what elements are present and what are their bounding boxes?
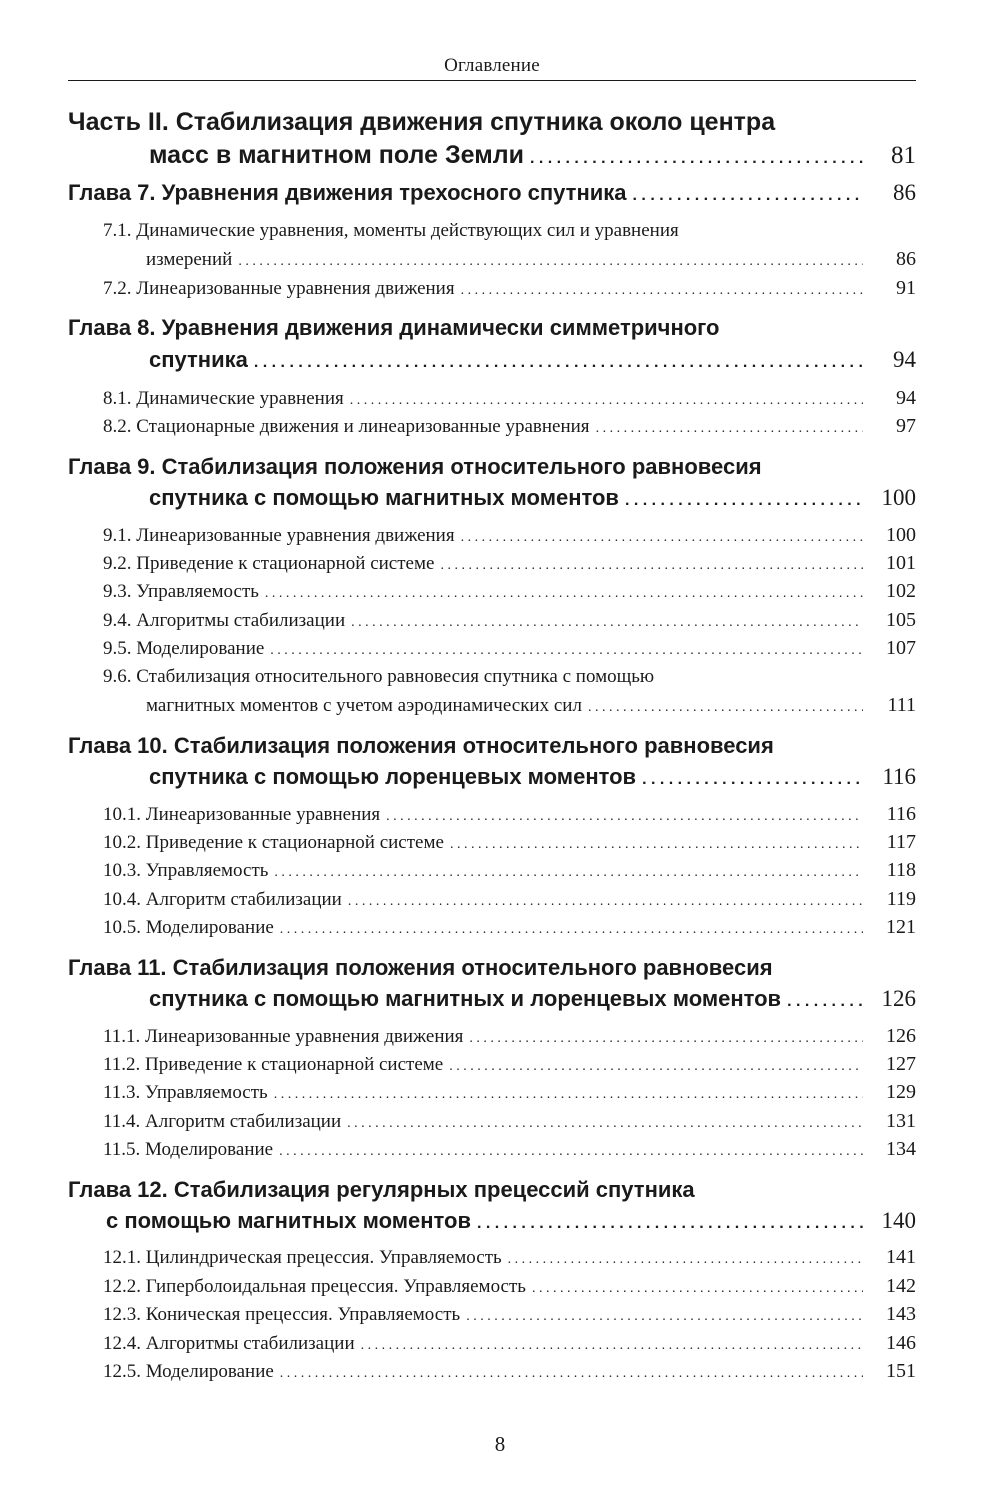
chapter-title: Глава 9. Стабилизация положения относительного равновесия xyxy=(68,454,762,479)
page-ref[interactable]: 91 xyxy=(896,277,916,299)
leader-dots xyxy=(348,894,863,910)
leader-dots xyxy=(254,354,863,372)
leader-dots xyxy=(477,1215,863,1233)
page-ref[interactable]: 116 xyxy=(882,764,916,789)
section-10-2-entry[interactable] xyxy=(68,831,916,861)
page-ref[interactable]: 94 xyxy=(896,387,916,409)
leader-dots xyxy=(386,809,863,825)
leader-dots xyxy=(450,837,863,853)
section-10-1-entry[interactable] xyxy=(68,803,916,833)
page-ref[interactable]: 97 xyxy=(896,415,916,437)
leader-dots xyxy=(351,615,863,631)
chapter-title: Глава 11. Стабилизация положения относительного равновесия xyxy=(68,955,773,980)
leader-dots xyxy=(270,643,863,659)
chapter-11-line1 xyxy=(68,955,916,985)
section-title: 12.4. Алгоритмы стабилизации xyxy=(103,1333,355,1354)
page-ref[interactable]: 143 xyxy=(886,1303,916,1325)
page-ref[interactable]: 105 xyxy=(886,609,916,631)
leader-dots xyxy=(461,530,863,546)
section-10-3-entry[interactable] xyxy=(68,859,916,889)
section-title: 10.3. Управляемость xyxy=(103,860,269,881)
section-7-1-line1 xyxy=(68,220,916,250)
page-ref[interactable]: 86 xyxy=(896,248,916,270)
section-9-5-entry[interactable] xyxy=(68,637,916,667)
page-ref[interactable]: 121 xyxy=(886,916,916,938)
leader-dots xyxy=(280,922,863,938)
page-ref[interactable]: 118 xyxy=(886,859,916,881)
section-title: 11.5. Моделирование xyxy=(103,1139,274,1160)
section-title: 11.2. Приведение к стационарной системе xyxy=(103,1054,444,1075)
page-ref[interactable]: 131 xyxy=(886,1110,916,1132)
section-title: 9.1. Линеаризованные уравнения движения xyxy=(103,525,455,546)
section-title: 12.3. Коническая прецессия. Управляемость xyxy=(103,1304,461,1325)
section-title: 8.2. Стационарные движения и линеаризованные уравнения xyxy=(103,416,590,437)
leader-dots xyxy=(449,1059,863,1075)
section-9-6-line1 xyxy=(68,666,916,696)
leader-dots xyxy=(361,1338,863,1354)
leader-dots xyxy=(588,700,863,716)
section-12-1-entry[interactable] xyxy=(68,1246,916,1276)
section-11-3-entry[interactable] xyxy=(68,1081,916,1111)
part-title: Часть II. Стабилизация движения спутника около центра xyxy=(68,108,776,136)
leader-dots xyxy=(274,865,863,881)
page-ref[interactable]: 119 xyxy=(886,888,916,910)
leader-dots xyxy=(461,283,863,299)
section-title: 10.5. Моделирование xyxy=(103,917,274,938)
section-title: 9.5. Моделирование xyxy=(103,638,265,659)
chapter-11-line2[interactable] xyxy=(68,986,916,1016)
page-ref[interactable]: 102 xyxy=(886,580,916,602)
section-10-5-entry[interactable] xyxy=(68,916,916,946)
chapter-9-line2[interactable] xyxy=(68,485,916,515)
chapter-title: Глава 12. Стабилизация регулярных прецессий спутника xyxy=(68,1177,695,1202)
page-ref[interactable]: 126 xyxy=(881,986,916,1011)
section-12-4-entry[interactable] xyxy=(68,1332,916,1362)
leader-dots xyxy=(532,1281,863,1297)
section-12-3-entry[interactable] xyxy=(68,1303,916,1333)
chapter-9-line1 xyxy=(68,454,916,484)
leader-dots xyxy=(265,586,863,602)
section-title: 7.2. Линеаризованные уравнения движения xyxy=(103,278,455,299)
chapter-title: Глава 7. Уравнения движения трехосного спутника xyxy=(68,180,627,205)
section-title: 10.2. Приведение к стационарной системе xyxy=(103,832,444,853)
page-ref[interactable]: 101 xyxy=(886,552,916,574)
page-ref[interactable]: 134 xyxy=(886,1138,916,1160)
section-title: 11.4. Алгоритм стабилизации xyxy=(103,1111,342,1132)
section-title: 9.3. Управляемость xyxy=(103,581,259,602)
section-title: 10.4. Алгоритм стабилизации xyxy=(103,889,342,910)
leader-dots xyxy=(530,150,863,168)
leader-dots xyxy=(508,1252,863,1268)
leader-dots xyxy=(347,1116,863,1132)
section-11-2-entry[interactable] xyxy=(68,1053,916,1083)
page-ref[interactable]: 126 xyxy=(886,1025,916,1047)
section-title: 11.3. Управляемость xyxy=(103,1082,268,1103)
section-title: 12.5. Моделирование xyxy=(103,1361,274,1382)
section-12-5-entry[interactable] xyxy=(68,1360,916,1390)
page-number: 8 xyxy=(494,1432,506,1456)
chapter-title: Глава 8. Уравнения движения динамически симметричного xyxy=(68,315,720,340)
page-ref[interactable]: 140 xyxy=(881,1208,916,1233)
section-title: 8.1. Динамические уравнения xyxy=(103,388,344,409)
chapter-8-line1 xyxy=(68,315,916,345)
leader-dots xyxy=(596,421,863,437)
page-ref[interactable]: 100 xyxy=(886,524,916,546)
section-9-4-entry[interactable] xyxy=(68,609,916,639)
section-10-4-entry[interactable] xyxy=(68,888,916,918)
section-title: 12.2. Гиперболоидальная прецессия. Управляемость xyxy=(103,1276,526,1297)
leader-dots xyxy=(642,771,863,789)
section-11-4-entry[interactable] xyxy=(68,1110,916,1140)
section-11-5-entry[interactable] xyxy=(68,1138,916,1168)
section-7-2-entry[interactable] xyxy=(68,277,916,307)
section-title: 9.2. Приведение к стационарной системе xyxy=(103,553,435,574)
chapter-10-line2[interactable] xyxy=(68,764,916,794)
header-rule xyxy=(68,80,916,81)
chapter-title-cont: спутника с помощью магнитных моментов xyxy=(149,485,619,510)
chapter-title-cont: спутника с помощью магнитных и лоренцевых моментов xyxy=(149,986,782,1011)
part-title-line2 xyxy=(68,141,916,175)
leader-dots xyxy=(274,1087,863,1103)
chapter-10-line1 xyxy=(68,733,916,763)
page-ref[interactable]: 141 xyxy=(886,1246,916,1268)
leader-dots xyxy=(625,492,863,510)
page-ref[interactable]: 127 xyxy=(886,1053,916,1075)
leader-dots xyxy=(469,1031,863,1047)
chapter-12-line1 xyxy=(68,1177,916,1207)
section-8-1-entry[interactable] xyxy=(68,387,916,417)
part-title-line1 xyxy=(68,108,916,142)
chapter-title-cont: спутника xyxy=(149,347,248,372)
chapter-7-entry[interactable] xyxy=(68,180,916,210)
page-ref[interactable]: 146 xyxy=(886,1332,916,1354)
section-title-cont: магнитных моментов с учетом аэродинамических сил xyxy=(146,695,582,716)
page-ref[interactable]: 111 xyxy=(887,694,916,716)
page-ref[interactable]: 142 xyxy=(886,1275,916,1297)
part-title-cont: масс в магнитном поле Земли xyxy=(149,141,524,169)
page-ref[interactable]: 81 xyxy=(891,142,916,169)
page-ref[interactable]: 117 xyxy=(886,831,916,853)
section-title: 7.1. Динамические уравнения, моменты действующих сил и уравнения xyxy=(103,220,679,241)
running-head: Оглавление xyxy=(444,55,540,76)
section-title: 12.1. Цилиндрическая прецессия. Управляемость xyxy=(103,1247,502,1268)
section-title: 9.6. Стабилизация относительного равновесия спутника с помощью xyxy=(103,666,655,687)
section-9-6-line2[interactable] xyxy=(68,694,916,724)
section-9-3-entry[interactable] xyxy=(68,580,916,610)
leader-dots xyxy=(633,187,863,205)
leader-dots xyxy=(280,1366,863,1382)
page-ref[interactable]: 129 xyxy=(886,1081,916,1103)
leader-dots xyxy=(350,393,863,409)
section-title: 9.4. Алгоритмы стабилизации xyxy=(103,610,346,631)
leader-dots xyxy=(466,1309,863,1325)
section-9-1-entry[interactable] xyxy=(68,524,916,554)
page-ref[interactable]: 116 xyxy=(886,803,916,825)
leader-dots xyxy=(279,1144,863,1160)
page-ref[interactable]: 107 xyxy=(886,637,916,659)
section-7-1-line2[interactable] xyxy=(68,248,916,278)
section-11-1-entry[interactable] xyxy=(68,1025,916,1055)
section-12-2-entry[interactable] xyxy=(68,1275,916,1305)
chapter-title-cont: спутника с помощью лоренцевых моментов xyxy=(149,764,637,789)
leader-dots xyxy=(238,254,863,270)
chapter-12-line2[interactable] xyxy=(68,1208,916,1238)
section-9-2-entry[interactable] xyxy=(68,552,916,582)
chapter-title: Глава 10. Стабилизация положения относительного равновесия xyxy=(68,733,774,758)
page-ref[interactable]: 100 xyxy=(881,485,916,510)
page-ref[interactable]: 86 xyxy=(893,180,916,205)
page-ref[interactable]: 151 xyxy=(886,1360,916,1382)
page-ref[interactable]: 94 xyxy=(893,347,916,372)
section-8-2-entry[interactable] xyxy=(68,415,916,445)
leader-dots xyxy=(787,993,863,1011)
section-title-cont: измерений xyxy=(146,249,233,270)
leader-dots xyxy=(440,558,863,574)
section-title: 10.1. Линеаризованные уравнения xyxy=(103,804,381,825)
section-title: 11.1. Линеаризованные уравнения движения xyxy=(103,1026,464,1047)
chapter-8-line2[interactable] xyxy=(68,347,916,377)
chapter-title-cont: с помощью магнитных моментов xyxy=(106,1208,471,1233)
